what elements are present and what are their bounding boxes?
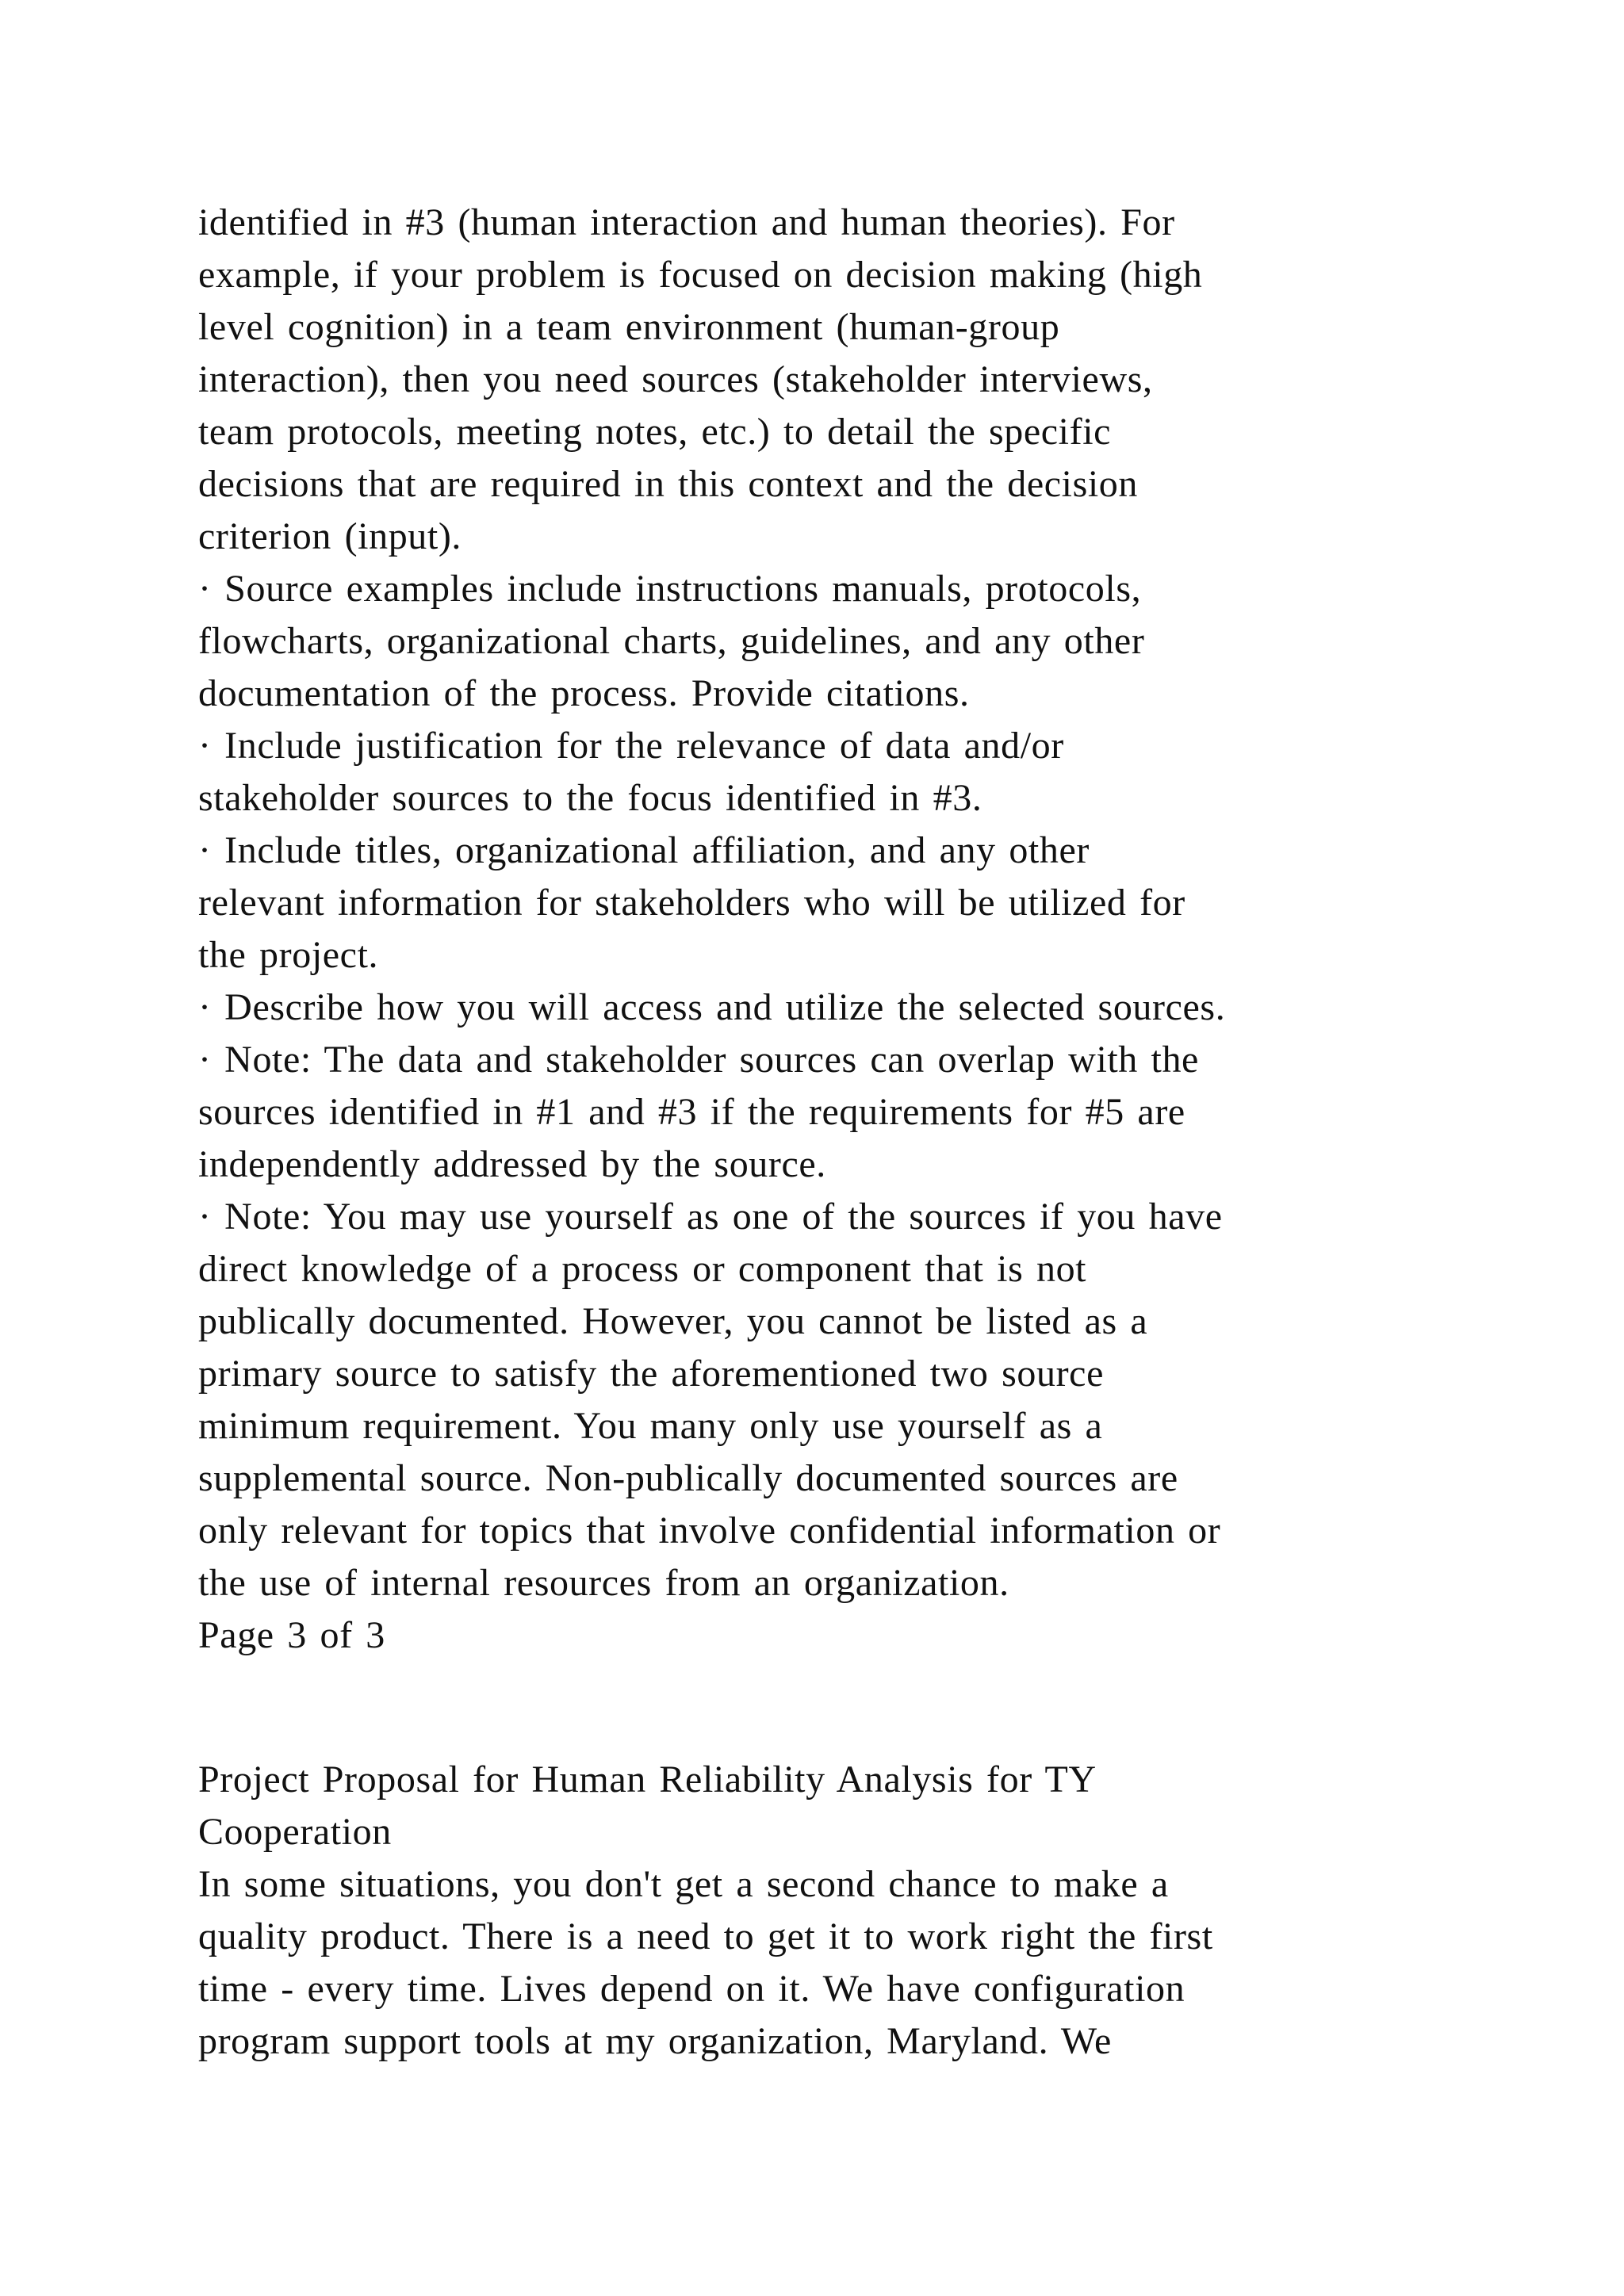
text-line: time - every time. Lives depend on it. We have configuration xyxy=(198,1968,1185,2010)
text-line: program support tools at my organization, Maryland. We xyxy=(198,2020,1112,2062)
proposal-title-line: Cooperation xyxy=(198,1811,392,1853)
page-number: Page 3 of 3 xyxy=(198,1614,385,1656)
text-line: minimum requirement. You many only use yourself as a xyxy=(198,1405,1103,1447)
text-line: independently addressed by the source. xyxy=(198,1143,826,1185)
text-line: quality product. There is a need to get it to work right the first xyxy=(198,1915,1213,1957)
bullet-line: · Include justification for the relevance of data and/or xyxy=(198,725,1064,767)
proposal-section xyxy=(198,1754,1499,2068)
text-line: direct knowledge of a process or component that is not xyxy=(198,1248,1087,1290)
text-line: supplemental source. Non-publically documented sources are xyxy=(198,1457,1178,1499)
body-text-section xyxy=(198,197,1499,1662)
text-line: stakeholder sources to the focus identified in #3. xyxy=(198,777,982,819)
text-line: In some situations, you don't get a second chance to make a xyxy=(198,1863,1169,1905)
text-line: flowcharts, organizational charts, guidelines, and any other xyxy=(198,620,1145,662)
text-line: sources identified in #1 and #3 if the requirements for #5 are xyxy=(198,1091,1185,1133)
text-line: the project. xyxy=(198,934,379,976)
bullet-line: · Note: The data and stakeholder sources can overlap with the xyxy=(198,1039,1199,1081)
bullet-line: · Describe how you will access and utilize the selected sources. xyxy=(198,986,1226,1028)
text-line: decisions that are required in this context and the decision xyxy=(198,463,1138,505)
bullet-line: · Source examples include instructions manuals, protocols, xyxy=(198,568,1142,610)
text-line: team protocols, meeting notes, etc.) to detail the specific xyxy=(198,411,1112,453)
text-line: primary source to satisfy the aforementioned two source xyxy=(198,1353,1104,1395)
text-line: example, if your problem is focused on decision making (high xyxy=(198,254,1203,296)
text-line: documentation of the process. Provide citations. xyxy=(198,672,970,714)
text-line: publically documented. However, you cannot be listed as a xyxy=(198,1300,1148,1342)
text-line: identified in #3 (human interaction and human theories). For xyxy=(198,201,1175,243)
text-line: the use of internal resources from an organization. xyxy=(198,1562,1009,1604)
bullet-line: · Note: You may use yourself as one of the sources if you have xyxy=(198,1196,1223,1238)
text-line: level cognition) in a team environment (human-group xyxy=(198,306,1060,348)
text-line: criterion (input). xyxy=(198,515,462,557)
bullet-line: · Include titles, organizational affiliation, and any other xyxy=(198,829,1090,871)
text-line: relevant information for stakeholders who will be utilized for xyxy=(198,882,1185,924)
text-line: only relevant for topics that involve confidential information or xyxy=(198,1510,1221,1552)
proposal-title-line: Project Proposal for Human Reliability Analysis for TY xyxy=(198,1758,1097,1800)
text-line: interaction), then you need sources (stakeholder interviews, xyxy=(198,358,1153,400)
